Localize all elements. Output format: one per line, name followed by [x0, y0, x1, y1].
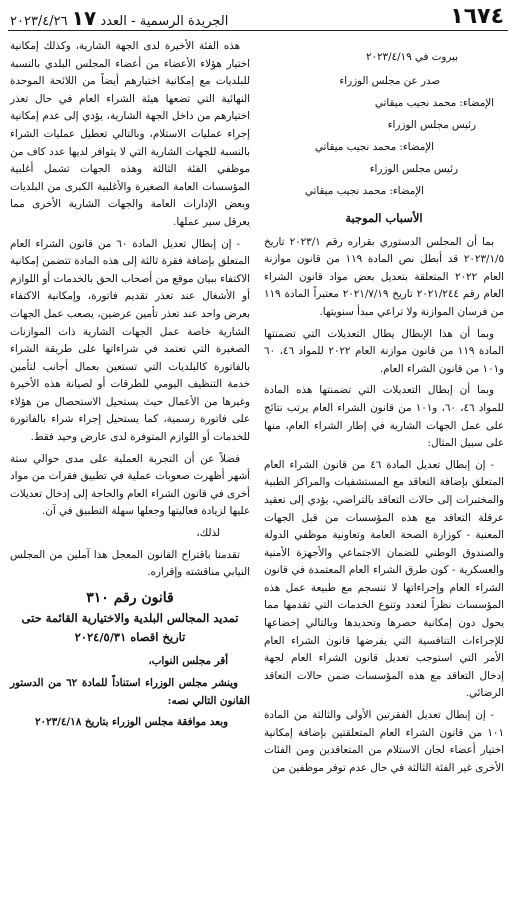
right-column — [264, 38, 504, 781]
signature-line: الإمضاء: محمد نجيب ميقاتي — [374, 97, 494, 109]
issue-number: ١٧ — [71, 6, 97, 30]
publication-name: الجريدة الرسمية — [139, 14, 229, 29]
paragraph: - إن إبطال تعديل الفقرتين الأولى والثالثة من المادة ١٠١ من قانون الشراء العام المتعلقتين بإضافة إمكانية اختيار أعضاء لجان الاستلام من المتعاقدين ومن الفئات الأخرى غير الفئة الثالثة في حال عدم توفر موظفين من — [264, 709, 504, 774]
signature-line: صدر عن مجلس الوزراء — [339, 75, 440, 87]
preamble-line: وبعد موافقة مجلس الوزراء بتاريخ ٢٠٢٣/٤/١٨ — [35, 716, 228, 729]
paragraph: - إن إبطال تعديل المادة ٦٠ من قانون الشراء العام المتعلق بإضافة فقرة ثالثة إلى هذه المادة تتضمن إمكانية الاكتفاء ببيان موقع من أصحاب الحق بالخدمات أو اللوازم أو الأشغال عند تعذر تقديم فاتورة، وإمكانية الاكتفاء بعرض واحد عند تعذر تأمين عرضين، يصعب عمل الجهات الشارية خاصة عمل الجهات الشارية ذات الموازنات الصغيرة التي تعتمد في شراءاتها على طريقة الشراء بالفاتورة كالبلديات التي تستعين بعمال أجانب لتأمين خدمة التنظيف اليومي للطرقات أو لصيانة هذه الأخيرة وغيرها من الأعمال حيث يستحيل الاستحصال من هؤلاء على فاتورة رسمية، كما يستحيل إجراء شراء بالفاتورة للخدمات أو اللوازم المتوفرة لدى عارض وحيد فقط. — [10, 237, 250, 444]
paragraph: هذه الفئة الأخيرة لدى الجهة الشارية، وكذلك إمكانية اختيار هؤلاء الأعضاء من أعضاء المجلس البلدي بالنسبة للبلديات مع إمكانية اختيارهم أيضاً من اللائحة الموحدة النهائية التي تضعها هيئة الشراء العام في حال تعذر اختيارهم من داخل الجهة الشارية، يؤدي إلى عدم إمكانية إجراء عمليات الاستلام، وبالتالي تعطيل عمليات الشراء بالنسبة للجهات الشارية التي لا يتوافر لديها عدد كاف من موظفي الفئة الثالثة وهذه الجهات تشمل أغلبية المؤسسات العامة الصغيرة والأغلبية الكبرى من البلديات وبعض الإدارات العامة والجهات الشارية الأخرى مما يعرقل سير عملها. — [10, 40, 250, 228]
preamble-line: وينشر مجلس الوزراء استناداً للمادة ٦٢ من الدستور القانون التالي نصه: — [10, 677, 250, 707]
signature-line: رئيس مجلس الوزراء — [369, 163, 458, 175]
preamble-line: أقر مجلس النواب، — [148, 655, 228, 668]
signature-line: رئيس مجلس الوزراء — [387, 119, 476, 131]
signature-line: الإمضاء: محمد نجيب ميقاتي — [304, 185, 424, 197]
section-title: الأسباب الموجبة — [345, 211, 423, 225]
law-number: قانون رقم ٣١٠ — [86, 589, 174, 606]
paragraph: - إن إبطال تعديل المادة ٤٦ من قانون الشراء العام المتعلق بإضافة التعاقد مع المستشفيات والمراكز الطبية والمختبرات إلى حالات التعاقد بالتراضي، يؤدي إلى تعقيد عرقلة التعاقد مع هذه المؤسسات من قبل الجهات المعنية - كوزارة الصحة العامة وتعاونية موظفي الدولة والصندوق الوطني للضمان الاجتماعي والأجهزة الأمنية والعسكرية - كون طرق الشراء العام المعتمدة في قانون الشراء العام وإجراءاتها لا تنسجم مع طبيعة عمل هذه المؤسسات نظراً لتعدد وتنوع الخدمات التي تقدمها مما يحول دون إمكانية حصرها وتحديدها وبالتالي إخضاعها للإجراءات التنافسية التي يفرضها قانون الشراء العام الأمر التي استوجب تعديل قانون الشراء العام لجهة إدخال التعاقد مع هذه المؤسسات ضمن حالات التعاقد الرضائي. — [264, 458, 504, 700]
issue-word: العدد — [100, 14, 127, 29]
signature-line: الإمضاء: محمد نجيب ميقاتي — [314, 141, 434, 153]
paragraph: وبما أن هذا الإبطال يطال التعديلات التي تضمنتها المادة ١١٩ من قانون موازنة العام ٢٠٢٢ للمواد ٤٦، ٦٠ و١٠١ من قانون الشراء العام. — [264, 327, 504, 375]
page-header — [0, 0, 516, 34]
header-rule — [8, 30, 508, 31]
page-number: ١٦٧٤ — [450, 4, 504, 29]
closing-paragraph: تقدمنا باقتراح القانون المعجل هذا آملين من المجلس النيابي مناقشته وإقراره. — [10, 548, 250, 579]
paragraph: فضلاً عن أن التجربة العملية على مدى حوالي ستة أشهر أظهرت صعوبات عملية في تطبيق فقرات من مواد أخرى في قانون الشراء العام والحاجة إلى إدخال تعديلات عليها لزيادة فعاليتها وجعلها سهلة التطبيق في آن. — [10, 452, 250, 518]
lidhalik: لذلك، — [196, 527, 220, 540]
paragraph: بما أن المجلس الدستوري بقراره رقم ٢٠٢٣/١ تاريخ ٢٠٢٣/١/٥ قد أبطل نص المادة ١١٩ من قانون موازنة العام ٢٠٢٢ المتعلقة بتعديل بعض مواد قانون الشراء العام رقم ٢٠٢١/٢٤٤ تاريخ ٢٠٢١/٧/١٩ معتبراً المادة ١١٩ من فرسان الموازنة ولا تراعي مبدأ سنويتها. — [264, 235, 504, 318]
issue-date: ٢٠٢٣/٤/٢٦ — [10, 14, 68, 29]
running-header: الجريدة الرسمية - العدد ١٧ ٢٠٢٣/٤/٢٦ — [10, 6, 229, 30]
place-date: بيروت في ٢٠٢٣/٤/١٩ — [365, 51, 458, 63]
law-title: تمديد المجالس البلدية والاختيارية القائمة حتى تاريخ اقصاه ٢٠٢٤/٥/٣١ — [21, 611, 239, 645]
paragraph: وبما أن إبطال التعديلات التي تضمنتها هذه المادة للمواد ٤٦، ٦٠، و١٠١ من قانون الشراء العام يرتب نتائج على عمل الجهات الشارية في إطار الشراء العام، منها على سبيل المثال: — [264, 384, 504, 450]
left-column — [10, 38, 250, 736]
